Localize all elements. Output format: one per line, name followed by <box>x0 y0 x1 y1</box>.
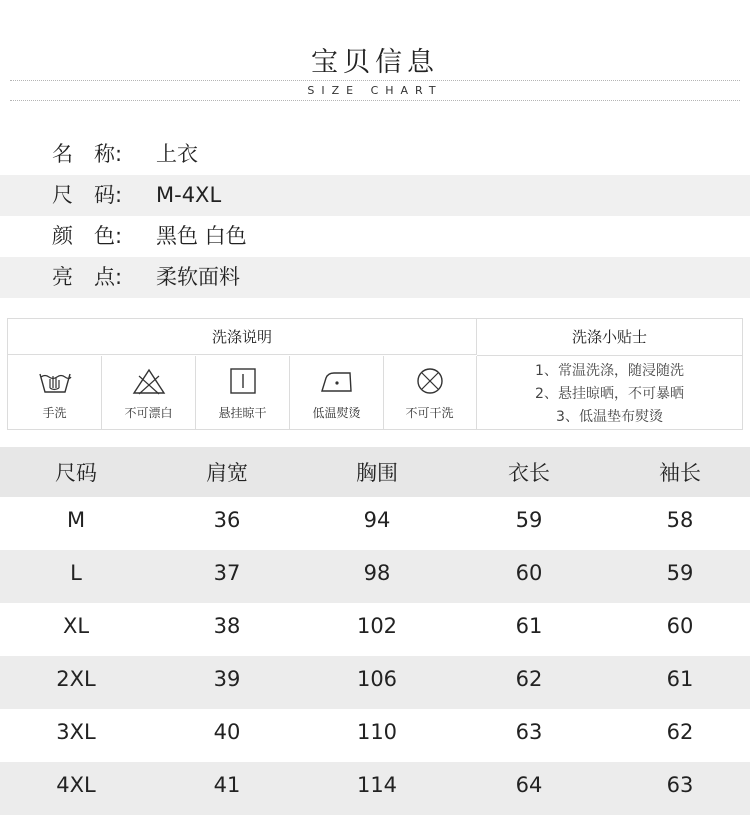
column-header: 尺码 <box>55 461 97 485</box>
table-cell: 61 <box>515 614 543 638</box>
wash-icon-label: 悬挂晾干 <box>218 406 267 420</box>
wash-cell-no-dry-clean <box>384 356 475 429</box>
table-cell: 60 <box>666 614 694 638</box>
table-cell: 62 <box>515 667 543 691</box>
table-cell: 63 <box>515 720 543 744</box>
wash-tip: 1、常温洗涤，随浸随洗 <box>535 363 684 379</box>
info-label: 亮 点: <box>52 265 123 289</box>
table-cell: 102 <box>356 614 398 638</box>
table-cell: 2XL <box>56 667 96 691</box>
size-table <box>0 447 750 815</box>
table-row <box>0 709 750 762</box>
table-cell: 64 <box>515 773 543 797</box>
divider-dotted <box>10 80 740 81</box>
table-cell: 63 <box>666 773 694 797</box>
wash-icon-row <box>8 356 477 429</box>
no-tumble-dry-icon <box>413 366 447 396</box>
info-row-name <box>0 134 750 175</box>
info-label: 颜 色: <box>52 224 123 248</box>
column-header: 肩宽 <box>206 461 248 485</box>
hand-wash-icon <box>38 366 72 396</box>
wash-tip: 3、低温垫布熨烫 <box>556 409 663 425</box>
info-row-color <box>0 216 750 257</box>
table-cell: 110 <box>356 720 398 744</box>
table-cell: 36 <box>213 508 241 532</box>
table-cell: 39 <box>213 667 241 691</box>
wash-tip: 2、悬挂晾晒，不可暴晒 <box>535 386 684 402</box>
table-cell: L <box>70 561 82 585</box>
table-cell: 61 <box>666 667 694 691</box>
wash-tips <box>477 356 742 429</box>
table-cell: 59 <box>515 508 543 532</box>
wash-icon-label: 不可漂白 <box>124 406 173 420</box>
info-value: M-4XL <box>156 183 222 207</box>
column-header: 衣长 <box>508 461 550 485</box>
no-bleach-icon <box>132 366 166 396</box>
info-label: 尺 码: <box>52 183 123 207</box>
product-info <box>0 134 750 298</box>
column-header: 胸围 <box>356 461 398 485</box>
wash-cell-low-iron <box>290 356 384 429</box>
info-row-size <box>0 175 750 216</box>
table-row <box>0 497 750 550</box>
table-cell: 114 <box>356 773 398 797</box>
table-cell: M <box>66 508 86 532</box>
wash-icon-label: 不可干洗 <box>405 406 454 420</box>
table-row <box>0 762 750 815</box>
divider-dotted <box>10 100 740 101</box>
wash-care-box <box>7 318 743 430</box>
table-cell: 94 <box>363 508 391 532</box>
column-header: 袖长 <box>659 461 701 485</box>
table-cell: 98 <box>363 561 391 585</box>
page-subtitle: SIZE CHART <box>307 84 443 97</box>
wash-instructions-title: 洗涤说明 <box>8 319 477 355</box>
table-cell: 106 <box>356 667 398 691</box>
header <box>0 0 750 110</box>
wash-cell-no-bleach <box>102 356 196 429</box>
table-cell: 41 <box>213 773 241 797</box>
info-value: 柔软面料 <box>156 265 240 289</box>
info-row-highlight <box>0 257 750 298</box>
hang-dry-icon <box>226 366 260 396</box>
low-iron-icon <box>320 366 354 396</box>
table-cell: 3XL <box>56 720 96 744</box>
size-table-header <box>0 447 750 497</box>
table-cell: XL <box>62 614 90 638</box>
table-cell: 4XL <box>56 773 96 797</box>
info-value: 黑色 白色 <box>156 224 247 248</box>
table-row <box>0 656 750 709</box>
wash-cell-hang-dry <box>196 356 290 429</box>
wash-cell-hand-wash <box>8 356 102 429</box>
wash-icon-label: 手洗 <box>42 406 67 420</box>
info-value: 上衣 <box>156 142 198 166</box>
table-cell: 60 <box>515 561 543 585</box>
wash-tips-title: 洗涤小贴士 <box>477 319 742 356</box>
table-row <box>0 550 750 603</box>
wash-icon-label: 低温熨烫 <box>312 406 361 420</box>
table-cell: 37 <box>213 561 241 585</box>
table-cell: 62 <box>666 720 694 744</box>
table-cell: 40 <box>213 720 241 744</box>
table-cell: 59 <box>666 561 694 585</box>
table-row <box>0 603 750 656</box>
table-cell: 58 <box>666 508 694 532</box>
page-title: 宝贝信息 <box>311 47 439 78</box>
info-label: 名 称: <box>52 142 123 166</box>
table-cell: 38 <box>213 614 241 638</box>
